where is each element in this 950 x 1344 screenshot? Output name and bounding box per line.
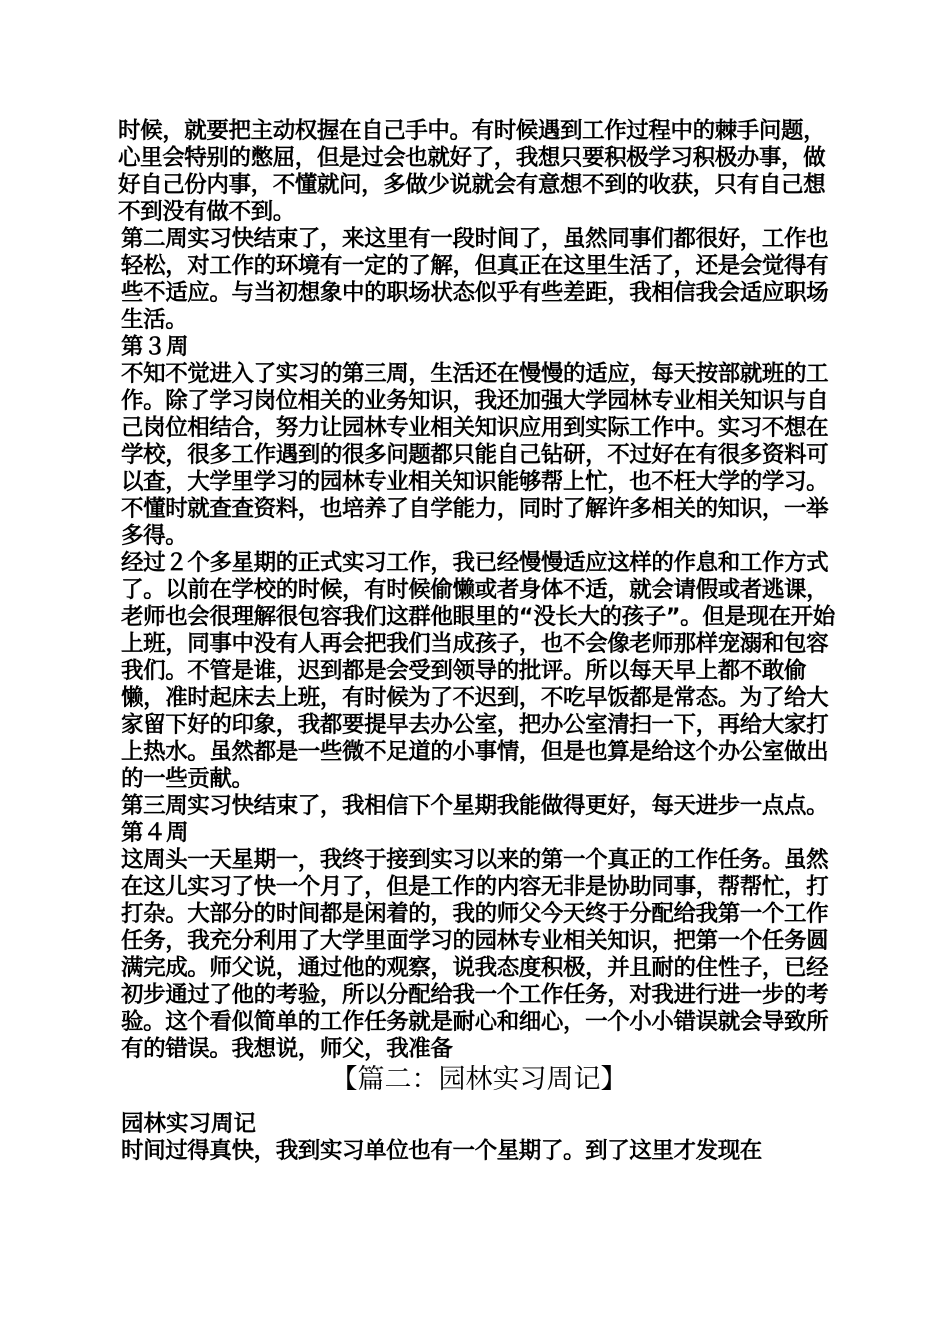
paragraph-week2-end: 第二周实习快结束了，来这里有一段时间了，虽然同事们都很好，工作也轻松，对工作的环境有一定的了解，但真正在这里生活了，还是会觉得有些不适应。与当初想象中的职场状态似乎有些差距，我相信我会适应职场生活。 (121, 226, 829, 333)
week3-heading: 第３周 (121, 334, 189, 360)
paragraph-week3-2: 经过２个多星期的正式实习工作，我已经慢慢适应这样的作息和工作方式了。以前在学校的时候，有时候偷懒或者身体不适，就会请假或者逃课，老师也会很理解很包容我们这群他眼里的“没长大的孩子”。但是现在开始上班，同事中没有人再会把我们当成孩子，也不会像老师那样宠溺和包容我们。不管是谁，迟到都是会受到领导的批评。所以每天早上都不敢偷懒，准时起床去上班，有时候为了不迟到，不吃早饭都是常态。为了给大家留下好的印象，我都要提早去办公室，把办公室清扫一下，再给大家打上热水。虽然都是一些微不足道的小事情，但是也算是给这个办公室做出的一些贡献。 (121, 550, 835, 792)
spacer (118, 1097, 840, 1111)
week4-heading: 第４周 (121, 820, 189, 846)
paragraph-intro: 时候，就要把主动权握在自己手中。有时候遇到工作过程中的棘手问题，心里会特别的憋屈，但是过会也就好了，我想只要积极学习积极办事，做好自己份内事，不懂就问，多做少说就会有意想不到的收获，只有自己想不到没有做不到。 (118, 118, 826, 225)
paragraph-week3-3: 第三周实习快结束了，我相信下个星期我能做得更好，每天进步一点点。 (121, 793, 829, 819)
section2-heading: 园林实习周记 (121, 1111, 257, 1137)
section2-paragraph: 时间过得真快，我到实习单位也有一个星期了。到了这里才发现在 (121, 1138, 762, 1164)
section-title: 【篇二：园林实习周记】 (330, 1064, 628, 1095)
paragraph-week3-1: 不知不觉进入了实习的第三周，生活还在慢慢的适应，每天按部就班的工作。除了学习岗位相关的业务知识，我还加强大学园林专业相关知识与自己岗位相结合，努力让园林专业相关知识应用到实际工作中。实习不想在学校，很多工作遇到的很多问题都只能自己钻研，不过好在有很多资料可以查，大学里学习的园林专业相关知识能够帮上忙，也不枉大学的学习。不懂时就查查资料，也培养了自学能力，同时了解许多相关的知识，一举多得。 (121, 361, 829, 549)
document-body (118, 118, 840, 1165)
paragraph-week4-1: 这周头一天星期一，我终于接到实习以来的第一个真正的工作任务。虽然在这儿实习了快一个月了，但是工作的内容无非是协助同事，帮帮忙，打打杂。大部分的时间都是闲着的，我的师父今天终于分配给我第一个工作任务，我充分利用了大学里面学习的园林专业相关知识，把第一个任务圆满完成。师父说，通过他的观察，说我态度积极，并且耐的住性子，已经初步通过了他的考验，所以分配给我一个工作任务，对我进行进一步的考验。这个看似简单的工作任务就是耐心和细心，一个小小错误就会导致所有的错误。我想说，师父，我准备 (121, 847, 829, 1062)
